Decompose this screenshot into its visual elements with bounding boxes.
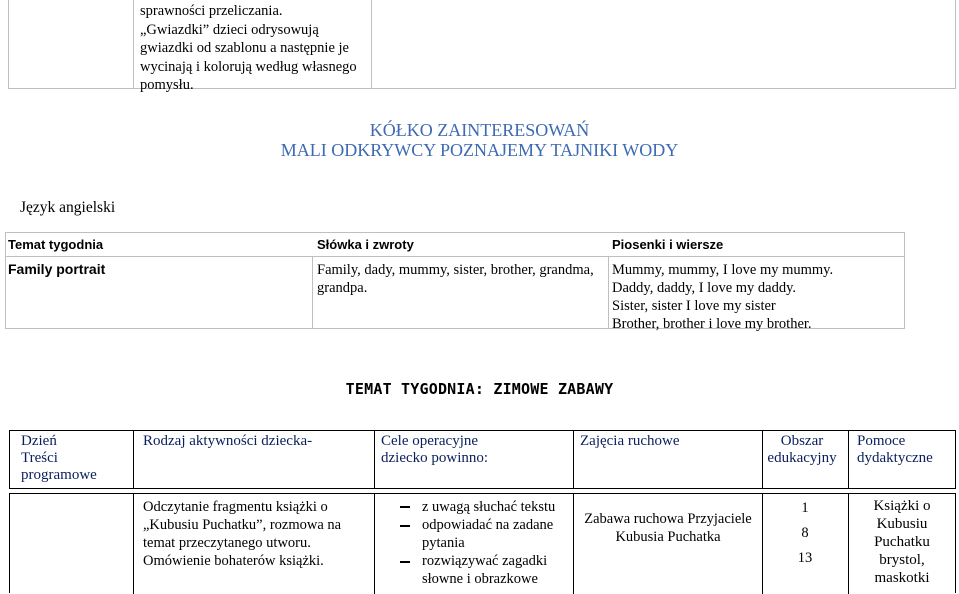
prev-line: „Gwiazdki” dzieci odrysowują xyxy=(140,21,319,38)
week-topic: TEMAT TYGODNIA: ZIMOWE ZABAWY xyxy=(345,380,614,398)
activity-cell xyxy=(143,498,341,570)
header-activity xyxy=(143,433,312,450)
club-subtitle: MALI ODKRYWCY POZNAJEMY TAJNIKI WODY xyxy=(280,140,679,160)
language-label: Język angielski xyxy=(20,199,116,216)
header-line: Treści xyxy=(21,450,58,466)
movement-line: Kubusia Puchatka xyxy=(615,529,721,545)
header-line: dziecko powinno: xyxy=(381,450,489,466)
topic-family-portrait: Family portrait xyxy=(8,261,106,277)
header-day xyxy=(21,433,97,484)
goal-line: rozwiązywać zagadki xyxy=(422,553,548,569)
song-line: Sister, sister I love my sister xyxy=(612,298,776,314)
goal-item xyxy=(422,498,555,516)
song-line: Daddy, daddy, I love my daddy. xyxy=(612,280,797,296)
aids-cell xyxy=(848,497,956,587)
goal-item xyxy=(422,552,547,588)
header-line: Dzień xyxy=(21,433,57,449)
dash-bullet xyxy=(400,506,410,508)
activity-line: temat przeczytanego utworu. xyxy=(143,535,311,551)
header-area xyxy=(762,433,842,467)
words-cell xyxy=(317,261,594,297)
activity-line: Omówienie bohaterów książki. xyxy=(143,553,324,569)
area-number: 1 xyxy=(801,500,809,516)
prev-line: sprawności przeliczania. xyxy=(140,3,283,19)
header-aids xyxy=(857,433,933,467)
header-line: Obszar xyxy=(780,433,824,449)
header-line: edukacyjny xyxy=(767,450,837,466)
movement-cell xyxy=(573,510,763,546)
area-cell xyxy=(762,496,848,571)
aids-line: Kubusiu xyxy=(876,516,928,532)
header-words: Słówka i zwroty xyxy=(317,237,414,252)
activity-line: Odczytanie fragmentu książki o xyxy=(143,499,328,515)
song-line: Brother, brother i love my brother. xyxy=(612,316,812,332)
prev-table-cell-right xyxy=(372,0,956,89)
header-line: Rodzaj aktywności dziecka- xyxy=(143,433,313,449)
header-goals xyxy=(381,433,488,467)
words-line: grandpa. xyxy=(317,280,368,296)
activity-line: „Kubusiu Puchatku”, rozmowa na xyxy=(143,517,342,533)
header-line: Zajęcia ruchowe xyxy=(580,433,680,449)
english-table-divider xyxy=(608,257,609,329)
area-number: 13 xyxy=(797,550,813,566)
area-number: 8 xyxy=(801,525,809,541)
col-divider xyxy=(133,494,134,594)
goal-line: odpowiadać na zadane xyxy=(422,517,554,533)
prev-table-cell-left xyxy=(8,0,133,89)
words-line: Family, dady, mummy, sister, brother, grandma, xyxy=(317,262,594,278)
dash-bullet xyxy=(400,561,410,563)
english-table-header-row xyxy=(5,232,905,257)
header-movement xyxy=(580,433,680,450)
club-title: KÓŁKO ZAINTERESOWAŃ xyxy=(369,120,590,140)
prev-line: gwiazdki od szablonu a następnie je xyxy=(140,40,349,56)
aids-line: Książki o xyxy=(873,498,931,514)
col-divider xyxy=(848,431,849,488)
header-songs: Piosenki i wiersze xyxy=(612,237,724,252)
col-divider xyxy=(133,431,134,488)
dash-bullet xyxy=(400,525,410,527)
prev-activity-text xyxy=(140,2,368,95)
header-line: Pomoce xyxy=(857,433,906,449)
prev-line: pomysłu. xyxy=(140,77,194,93)
goal-line: pytania xyxy=(422,535,465,551)
songs-cell xyxy=(612,261,833,333)
header-line: dydaktyczne xyxy=(857,450,933,466)
movement-line: Zabawa ruchowa Przyjaciele xyxy=(584,511,752,527)
col-divider xyxy=(374,431,375,488)
aids-line: brystol, xyxy=(879,552,925,568)
english-table-divider xyxy=(312,257,313,329)
song-line: Mummy, mummy, I love my mummy. xyxy=(612,262,834,278)
col-divider xyxy=(573,431,574,488)
goal-line: słowne i obrazkowe xyxy=(422,571,538,587)
aids-line: maskotki xyxy=(874,570,930,586)
header-line: Cele operacyjne xyxy=(381,433,479,449)
aids-line: Puchatku xyxy=(874,534,930,550)
header-line: programowe xyxy=(21,467,97,483)
header-topic: Temat tygodnia xyxy=(8,237,104,252)
col-divider xyxy=(374,494,375,594)
goal-line: z uwagą słuchać tekstu xyxy=(422,499,556,515)
goal-item xyxy=(422,516,553,552)
prev-line: wycinają i kolorują według własnego xyxy=(140,58,357,75)
